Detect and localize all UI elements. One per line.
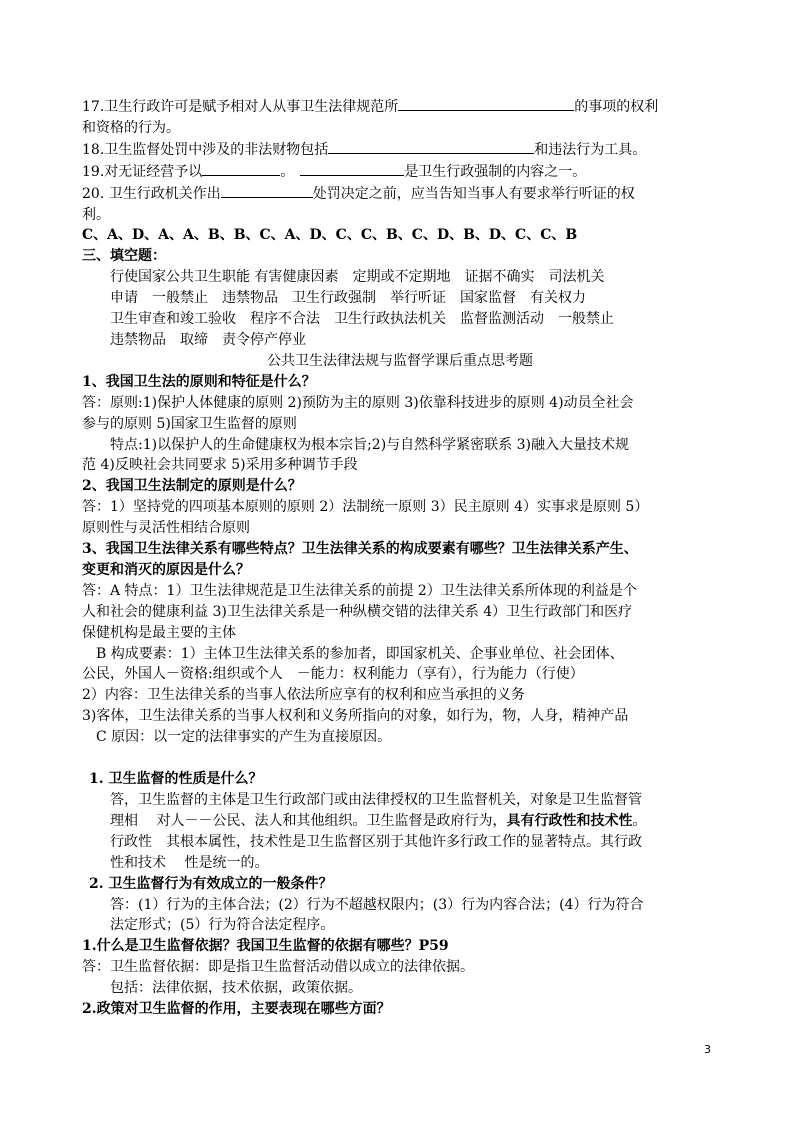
question-18 <box>82 139 718 161</box>
s1-answer: 行政性 其根本属性，技术性是卫生监督区别于其他许多行政工作的显著特点。其行政 <box>110 833 642 850</box>
document-page <box>82 96 718 1020</box>
s1-answer-text: 。 <box>632 812 647 829</box>
question-20 <box>82 183 718 205</box>
page-number: 3 <box>704 1043 711 1056</box>
q1-answer: 特点:1)以保护人的生命健康权为根本宗旨;2)与自然科学紧密联系 3)融入大量技术规 <box>110 436 629 453</box>
answer-blank <box>398 96 574 111</box>
s3-title: 1.什么是卫生监督依据？我国卫生监督的依据有哪些？P59 <box>82 938 449 955</box>
q3-answer: 公民，外国人－资格:组织或个人 －能力：权利能力（享有），行为能力（行使） <box>82 666 584 683</box>
q3-title: 3、我国卫生法律关系有哪些特点？卫生法律关系的构成要素有哪些？卫生法律关系产生、 <box>82 541 638 558</box>
s1-answer <box>82 811 718 832</box>
q1-answer: 范 4)反映社会共同要求 5)采用多种调节手段 <box>82 457 358 474</box>
q2-title: 2、我国卫生法制定的原则是什么？ <box>82 478 302 495</box>
question-text: 是卫生行政强制的内容之一。 <box>404 163 587 180</box>
question-20-cont: 利。 <box>82 206 110 223</box>
s2-answer: 法定形式；(5）行为符合法定程序。 <box>110 917 335 934</box>
q3-answer: 保健机构是最主要的主体 <box>82 624 236 641</box>
question-text: 处罚决定之前，应当告知当事人有要求举行听证的权 <box>312 185 635 202</box>
section-heading-fill: 三、填空题： <box>82 248 166 265</box>
q3-answer: B 构成要素：1）主体卫生法律关系的参加者，即国家机关、企事业单位、社会团体、 <box>96 645 624 662</box>
s1-answer-bold: 具有行政性和技术性 <box>506 812 633 829</box>
choice-answers: C、A、D、A、A、B、B、C、A、D、C、C、B、C、D、B、D、C、C、B <box>82 227 578 244</box>
q1-answer: 参与的原则 5)国家卫生监督的原则 <box>82 415 297 432</box>
s1-title: 1. 卫生监督的性质是什么？ <box>89 771 263 788</box>
review-title: 公共卫生法律法规与监督学课后重点思考题 <box>267 352 533 369</box>
fill-answers-line: 卫生审查和竣工验收 程序不合法 卫生行政执法机关 监督监测活动 一般禁止 <box>110 311 614 328</box>
question-text: 的事项的权利 <box>574 99 659 115</box>
s1-answer: 性和技术 性是统一的。 <box>110 854 269 871</box>
s1-answer: 答，卫生监督的主体是卫生行政部门或由法律授权的卫生监督机关，对象是卫生监督管 <box>110 792 642 808</box>
q3-title: 变更和消灭的原因是什么？ <box>82 561 250 578</box>
s2-title: 2. 卫生监督行为有效成立的一般条件？ <box>89 875 333 892</box>
question-text: 17.卫生行政许可是赋予相对人从事卫生法律规范所 <box>82 99 399 115</box>
spacer <box>82 748 718 769</box>
question-text: 19.对无证经营予以 <box>82 163 203 180</box>
answer-blank <box>202 161 280 176</box>
q1-answer: 答：原则:1)保护人体健康的原则 2)预防为主的原则 3)依靠科技进步的原则 4)动员全社会 <box>82 394 634 411</box>
question-17 <box>82 96 718 118</box>
s3-answer: 答：卫生监督依据：即是指卫生监督活动借以成立的法律依据。 <box>82 959 474 976</box>
s1-answer-text: 理相 对人－－公民、法人和其他组织。卫生监督是政府行为， <box>110 812 507 829</box>
q3-answer: 人和社会的健康利益 3)卫生法律关系是一种纵横交错的法律关系 4）卫生行政部门和医疗 <box>82 603 633 620</box>
q3-answer: 3)客体，卫生法律关系的当事人权利和义务所指向的对象，如行为，物，人身，精神产品 <box>82 708 629 725</box>
question-text: 。 <box>280 163 295 180</box>
q3-answer: 答：A 特点：1）卫生法律规范是卫生法律关系的前提 2）卫生法律关系所体现的利益是个 <box>82 582 637 599</box>
s3-answer: 包括：法律依据，技术依据，政策依据。 <box>110 980 362 997</box>
s2-answer: 答：(1）行为的主体合法；(2）行为不超越权限内；(3）行为内容合法；(4）行为符合 <box>110 896 644 913</box>
q3-answer: 2）内容：卫生法律关系的当事人依法所应享有的权利和应当承担的义务 <box>82 687 525 704</box>
answer-blank <box>300 161 404 176</box>
question-19 <box>82 161 718 183</box>
question-text: 和违法行为工具。 <box>534 141 647 158</box>
fill-answers-line: 申请 一般禁止 违禁物品 卫生行政强制 举行听证 国家监督 有关权力 <box>110 290 586 307</box>
question-17-cont: 和资格的行为。 <box>82 119 180 136</box>
answer-blank <box>221 183 313 198</box>
q2-answer: 答：1）坚持党的四项基本原则的原则 2）法制统一原则 3）民主原则 4）实事求是原则 5） <box>82 499 649 516</box>
fill-answers-line: 违禁物品 取缔 责令停产停业 <box>110 331 306 348</box>
s4-title: 2.政策对卫生监督的作用，主要表现在哪些方面？ <box>82 1001 391 1018</box>
fill-answers-line: 行使国家公共卫生职能 有害健康因素 定期或不定期地 证据不确实 司法机关 <box>110 269 605 286</box>
question-text: 20. 卫生行政机关作出 <box>82 185 221 202</box>
q2-answer: 原则性与灵活性相结合原则 <box>82 520 250 537</box>
answer-blank <box>328 139 534 154</box>
question-text: 18.卫生监督处罚中涉及的非法财物包括 <box>82 141 329 158</box>
q1-title: 1、我国卫生法的原则和特征是什么？ <box>82 373 316 390</box>
q3-answer: C 原因：以一定的法律事实的产生为直接原因。 <box>96 729 392 746</box>
